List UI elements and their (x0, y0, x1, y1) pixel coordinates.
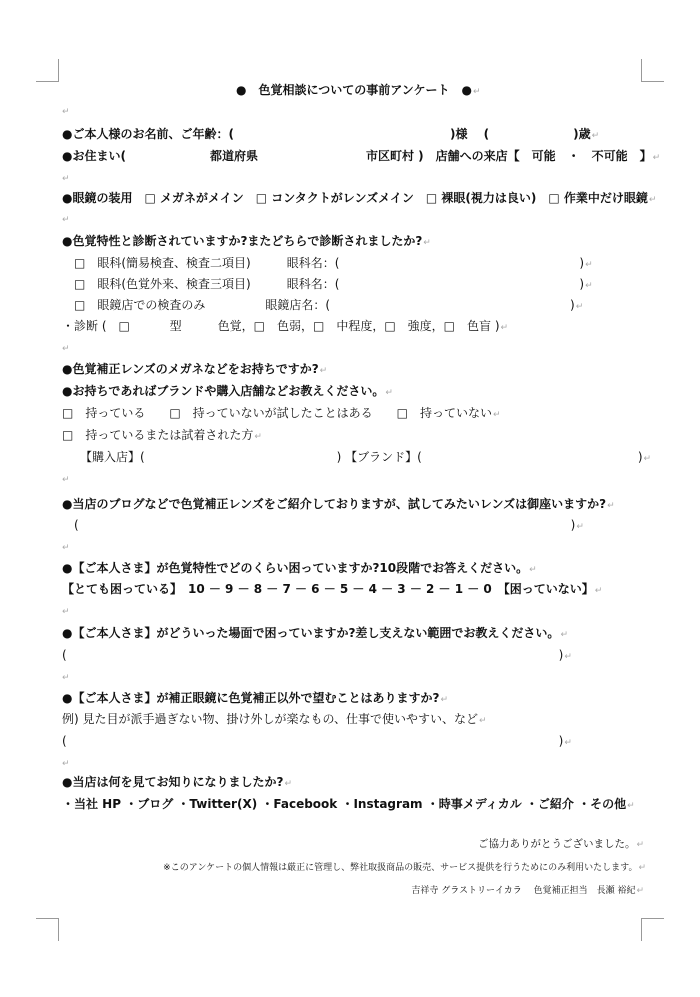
privacy-notice: ※このアンケートの個人情報は厳正に管理し、弊社取扱商品の販売、サービス提供を行うためにのみ利用いたします。↵ (163, 863, 646, 873)
question-diagnosis: ●色覚特性と診断されていますか?またどちらで診断されましたか?↵ (62, 234, 431, 248)
wish-answer-field[interactable]: ( )↵ (62, 734, 572, 748)
diagnosis-result[interactable]: ・診断 ( □ 型 色覚，□ 色弱，□ 中程度，□ 強度，□ 色盲 )↵ (62, 319, 509, 333)
crop-mark-top-right (641, 59, 664, 82)
question-address: ●お住まい( 都道府県 市区町村 ) 店舗への来店【 可能 ・ 不可能 】↵ (62, 149, 661, 163)
crop-mark-bottom-left (36, 918, 59, 941)
empty-paragraph-mark: ↵ (62, 215, 70, 225)
crop-mark-bottom-right (641, 918, 664, 941)
question-blog-lens: ●当店のブログなどで色覚補正レンズをご紹介しておりますが、試してみたいレンズは御座いますか?↵ (62, 497, 615, 511)
diagnosis-option-simple[interactable]: □ 眼科(簡易検査、検査二項目) 眼科名：( )↵ (74, 256, 593, 270)
diagnosis-option-optician[interactable]: □ 眼鏡店での検査のみ 眼鏡店名：( )↵ (74, 298, 584, 312)
question-eyewear: ●眼鏡の装用 □ メガネがメイン □ コンタクトがレンズメイン □ 裸眼(視力は良い) □ 作業中だけ眼鏡↵ (62, 191, 657, 205)
own-or-tried-option[interactable]: □ 持っているまたは試着された方↵ (62, 428, 262, 442)
question-name-age: ●ご本人様のお名前、ご年齢：( )様 ( )歳↵ (62, 127, 600, 141)
empty-paragraph-mark: ↵ (62, 475, 70, 485)
empty-paragraph-mark: ↵ (62, 607, 70, 617)
question-referral-source: ●当店は何を見てお知りになりましたか?↵ (62, 775, 292, 789)
empty-paragraph-mark: ↵ (62, 759, 70, 769)
diagnosis-option-outpatient[interactable]: □ 眼科(色覚外来、検査三項目) 眼科名：( )↵ (74, 277, 593, 291)
store-brand-fields[interactable]: 【購入店】( ) 【ブランド】( )↵ (80, 450, 652, 464)
thanks-message: ご協力ありがとうございました。↵ (477, 838, 644, 850)
question-brand: ●お持ちであればブランドや購入店舗などお教えください。↵ (62, 384, 393, 398)
situation-answer-field[interactable]: ( )↵ (62, 648, 572, 662)
question-trouble-level: ●【ご本人さま】が色覚特性でどのくらい困っていますか?10段階でお答えください。↵ (62, 561, 537, 575)
empty-paragraph-mark: ↵ (62, 174, 70, 184)
question-own-glasses: ●色覚補正レンズのメガネなどをお持ちですか?↵ (62, 362, 328, 376)
empty-paragraph-mark: ↵ (62, 543, 70, 553)
empty-paragraph-mark: ↵ (62, 344, 70, 354)
wish-example: 例) 見た目が派手過ぎない物、掛け外しが楽なもの、仕事で使いやすい、など↵ (62, 712, 487, 726)
empty-paragraph-mark: ↵ (62, 673, 70, 683)
survey-title: ● 色覚相談についての事前アンケート ●↵ (236, 83, 481, 97)
crop-mark-top-left (36, 59, 59, 82)
signature: 吉祥寺 グラストリーイカラ 色覚補正担当 長瀬 裕紀↵ (411, 886, 644, 896)
own-glasses-options[interactable]: □ 持っている □ 持っていないが試したことはある □ 持っていない↵ (62, 406, 501, 420)
referral-source-options[interactable]: ・当社 HP ・ブログ ・Twitter(X) ・Facebook ・Instagram ・時事メディカル ・ご紹介 ・その他↵ (62, 797, 635, 811)
blog-answer-field[interactable]: ( )↵ (74, 518, 584, 532)
empty-paragraph-mark: ↵ (62, 107, 70, 117)
question-trouble-situation: ●【ご本人さま】がどういった場面で困っていますか?差し支えない範囲でお教えください。↵ (62, 626, 568, 640)
question-wishes: ●【ご本人さま】が補正眼鏡に色覚補正以外で望むことはありますか?↵ (62, 691, 448, 705)
trouble-scale[interactable]: 【とても困っている】 10 － 9 － 8 － 7 － 6 － 5 － 4 － 3 － 2 － 1 － 0 【困っていない】↵ (62, 582, 603, 596)
